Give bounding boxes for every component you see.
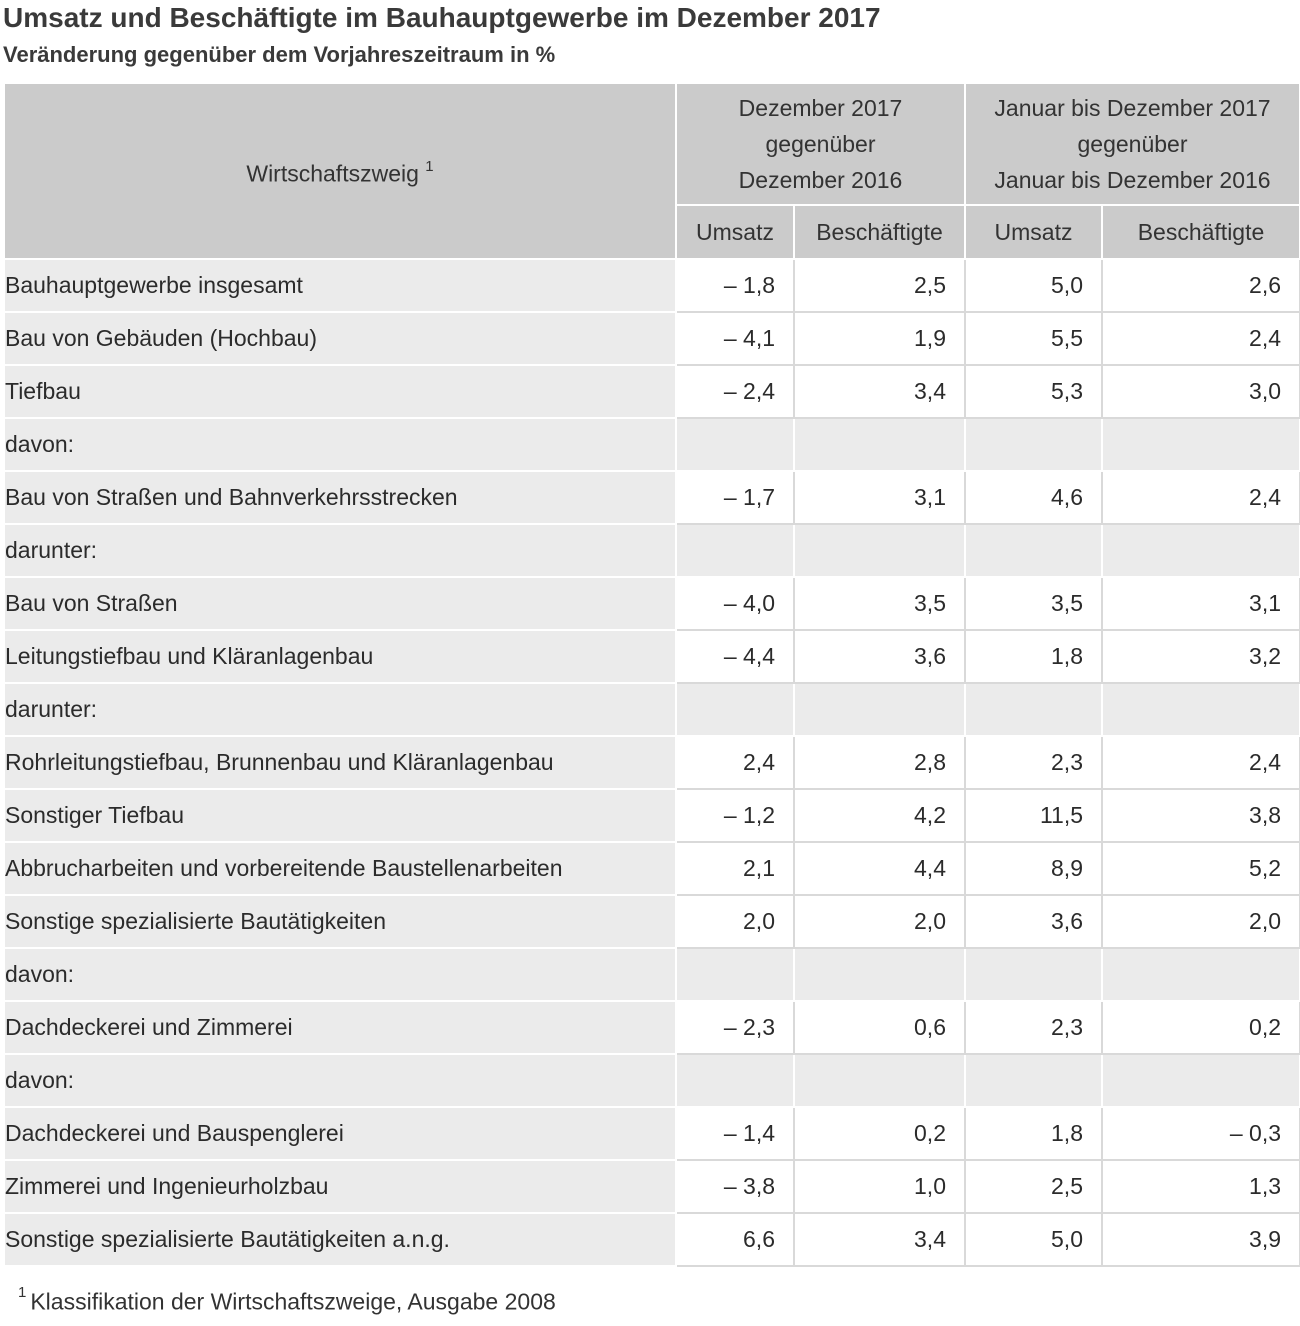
row-value: 2,5 bbox=[794, 259, 965, 312]
row-value bbox=[676, 418, 794, 471]
data-table bbox=[3, 82, 1300, 1267]
row-value: 8,9 bbox=[965, 842, 1102, 895]
row-value: 3,9 bbox=[1102, 1213, 1300, 1266]
row-value bbox=[1102, 683, 1300, 736]
footnote-marker: 1 bbox=[18, 1284, 27, 1301]
row-value: 1,3 bbox=[1102, 1160, 1300, 1213]
table-row bbox=[4, 630, 1300, 683]
col-header-beschaeftigte-dec: Beschäftigte bbox=[794, 205, 965, 259]
row-value: 1,9 bbox=[794, 312, 965, 365]
row-value: 5,3 bbox=[965, 365, 1102, 418]
group1-line: gegenüber bbox=[765, 131, 876, 157]
row-label: Dachdeckerei und Bauspenglerei bbox=[4, 1107, 676, 1160]
table-row bbox=[4, 418, 1300, 471]
table-row bbox=[4, 895, 1300, 948]
table-row bbox=[4, 683, 1300, 736]
row-label: davon: bbox=[4, 418, 676, 471]
row-value bbox=[1102, 524, 1300, 577]
row-label: Sonstige spezialisierte Bautätigkeiten bbox=[4, 895, 676, 948]
row-value bbox=[794, 524, 965, 577]
row-value: 2,1 bbox=[676, 842, 794, 895]
row-value: 2,0 bbox=[794, 895, 965, 948]
row-value bbox=[1102, 1054, 1300, 1107]
row-label: Zimmerei und Ingenieurholzbau bbox=[4, 1160, 676, 1213]
row-value bbox=[965, 418, 1102, 471]
table-row bbox=[4, 577, 1300, 630]
row-label: Bau von Gebäuden (Hochbau) bbox=[4, 312, 676, 365]
row-value bbox=[794, 418, 965, 471]
row-value: 5,2 bbox=[1102, 842, 1300, 895]
row-value: 2,4 bbox=[1102, 736, 1300, 789]
table-row bbox=[4, 1160, 1300, 1213]
row-value: – 4,0 bbox=[676, 577, 794, 630]
row-value: 0,2 bbox=[794, 1107, 965, 1160]
row-value bbox=[965, 524, 1102, 577]
row-value: 3,5 bbox=[965, 577, 1102, 630]
row-label: Bau von Straßen bbox=[4, 577, 676, 630]
row-value: – 1,7 bbox=[676, 471, 794, 524]
footnote bbox=[18, 1284, 556, 1316]
row-value bbox=[965, 683, 1102, 736]
table-row bbox=[4, 365, 1300, 418]
row-value: 5,0 bbox=[965, 259, 1102, 312]
row-value: – 0,3 bbox=[1102, 1107, 1300, 1160]
row-value: – 2,4 bbox=[676, 365, 794, 418]
row-value: 5,5 bbox=[965, 312, 1102, 365]
row-value: 2,4 bbox=[676, 736, 794, 789]
row-label: Leitungstiefbau und Kläranlagenbau bbox=[4, 630, 676, 683]
row-value: – 1,2 bbox=[676, 789, 794, 842]
group1-line: Dezember 2017 bbox=[738, 95, 903, 121]
row-value bbox=[676, 683, 794, 736]
row-value bbox=[676, 948, 794, 1001]
row-label: Dachdeckerei und Zimmerei bbox=[4, 1001, 676, 1054]
row-label: Tiefbau bbox=[4, 365, 676, 418]
row-value: 1,0 bbox=[794, 1160, 965, 1213]
row-value: 11,5 bbox=[965, 789, 1102, 842]
row-value: 2,0 bbox=[676, 895, 794, 948]
row-value: 1,8 bbox=[965, 1107, 1102, 1160]
table-row bbox=[4, 312, 1300, 365]
row-value bbox=[1102, 948, 1300, 1001]
table-row bbox=[4, 842, 1300, 895]
row-value: 3,2 bbox=[1102, 630, 1300, 683]
row-value bbox=[794, 683, 965, 736]
row-value: 3,8 bbox=[1102, 789, 1300, 842]
footnote-text: Klassifikation der Wirtschaftszweige, Ausgabe 2008 bbox=[30, 1288, 556, 1315]
row-value: 2,5 bbox=[965, 1160, 1102, 1213]
row-value: 3,6 bbox=[794, 630, 965, 683]
row-label: davon: bbox=[4, 1054, 676, 1107]
row-value: 2,4 bbox=[1102, 312, 1300, 365]
row-value: 2,3 bbox=[965, 736, 1102, 789]
table-row bbox=[4, 259, 1300, 312]
group-header-full-year bbox=[965, 83, 1300, 205]
table-row bbox=[4, 471, 1300, 524]
row-value: 4,2 bbox=[794, 789, 965, 842]
row-label: Sonstige spezialisierte Bautätigkeiten a.n.g. bbox=[4, 1213, 676, 1266]
row-value: 2,0 bbox=[1102, 895, 1300, 948]
row-value bbox=[676, 1054, 794, 1107]
table-row bbox=[4, 1001, 1300, 1054]
row-value: 4,4 bbox=[794, 842, 965, 895]
table-title: Umsatz und Beschäftigte im Bauhauptgewerbe im Dezember 2017 bbox=[3, 2, 881, 33]
row-value: 0,6 bbox=[794, 1001, 965, 1054]
row-value: 3,1 bbox=[794, 471, 965, 524]
row-value: 2,3 bbox=[965, 1001, 1102, 1054]
col-header-umsatz-year: Umsatz bbox=[965, 205, 1102, 259]
row-value bbox=[794, 1054, 965, 1107]
table-row bbox=[4, 1107, 1300, 1160]
group2-line: gegenüber bbox=[1077, 131, 1188, 157]
row-value: 1,8 bbox=[965, 630, 1102, 683]
table-row bbox=[4, 1213, 1300, 1266]
row-label: Sonstiger Tiefbau bbox=[4, 789, 676, 842]
row-value: 3,4 bbox=[794, 1213, 965, 1266]
row-value: – 3,8 bbox=[676, 1160, 794, 1213]
row-value: 2,4 bbox=[1102, 471, 1300, 524]
sector-header-label: Wirtschaftszweig bbox=[246, 160, 419, 187]
row-value bbox=[965, 1054, 1102, 1107]
row-value: 2,8 bbox=[794, 736, 965, 789]
row-value bbox=[794, 948, 965, 1001]
row-value: – 1,4 bbox=[676, 1107, 794, 1160]
row-label: Rohrleitungstiefbau, Brunnenbau und Kläranlagenbau bbox=[4, 736, 676, 789]
row-label: Abbrucharbeiten und vorbereitende Baustellenarbeiten bbox=[4, 842, 676, 895]
row-label: darunter: bbox=[4, 524, 676, 577]
row-label: Bau von Straßen und Bahnverkehrsstrecken bbox=[4, 471, 676, 524]
table-row bbox=[4, 1054, 1300, 1107]
row-value: 2,6 bbox=[1102, 259, 1300, 312]
row-value: 3,6 bbox=[965, 895, 1102, 948]
row-value: 0,2 bbox=[1102, 1001, 1300, 1054]
table-row bbox=[4, 948, 1300, 1001]
row-value: – 1,8 bbox=[676, 259, 794, 312]
row-value: 3,5 bbox=[794, 577, 965, 630]
row-value bbox=[1102, 418, 1300, 471]
row-value: 6,6 bbox=[676, 1213, 794, 1266]
row-label: davon: bbox=[4, 948, 676, 1001]
row-value: – 2,3 bbox=[676, 1001, 794, 1054]
col-header-umsatz-dec: Umsatz bbox=[676, 205, 794, 259]
sector-footnote-marker: 1 bbox=[425, 157, 434, 175]
sector-column-header bbox=[4, 83, 676, 259]
row-value: 5,0 bbox=[965, 1213, 1102, 1266]
row-value: 3,1 bbox=[1102, 577, 1300, 630]
row-label: Bauhauptgewerbe insgesamt bbox=[4, 259, 676, 312]
group2-line: Januar bis Dezember 2017 bbox=[994, 95, 1271, 121]
table-body bbox=[4, 259, 1300, 1266]
row-value bbox=[676, 524, 794, 577]
row-value: 4,6 bbox=[965, 471, 1102, 524]
table-row bbox=[4, 524, 1300, 577]
row-value: – 4,1 bbox=[676, 312, 794, 365]
row-value: 3,4 bbox=[794, 365, 965, 418]
row-label: darunter: bbox=[4, 683, 676, 736]
table-subtitle: Veränderung gegenüber dem Vorjahreszeitraum in % bbox=[3, 42, 556, 67]
group2-line: Januar bis Dezember 2016 bbox=[994, 167, 1271, 193]
group1-line: Dezember 2016 bbox=[738, 167, 903, 193]
col-header-beschaeftigte-year: Beschäftigte bbox=[1102, 205, 1300, 259]
group-header-december bbox=[676, 83, 965, 205]
table-row bbox=[4, 736, 1300, 789]
row-value: – 4,4 bbox=[676, 630, 794, 683]
row-value bbox=[965, 948, 1102, 1001]
table-row bbox=[4, 789, 1300, 842]
row-value: 3,0 bbox=[1102, 365, 1300, 418]
